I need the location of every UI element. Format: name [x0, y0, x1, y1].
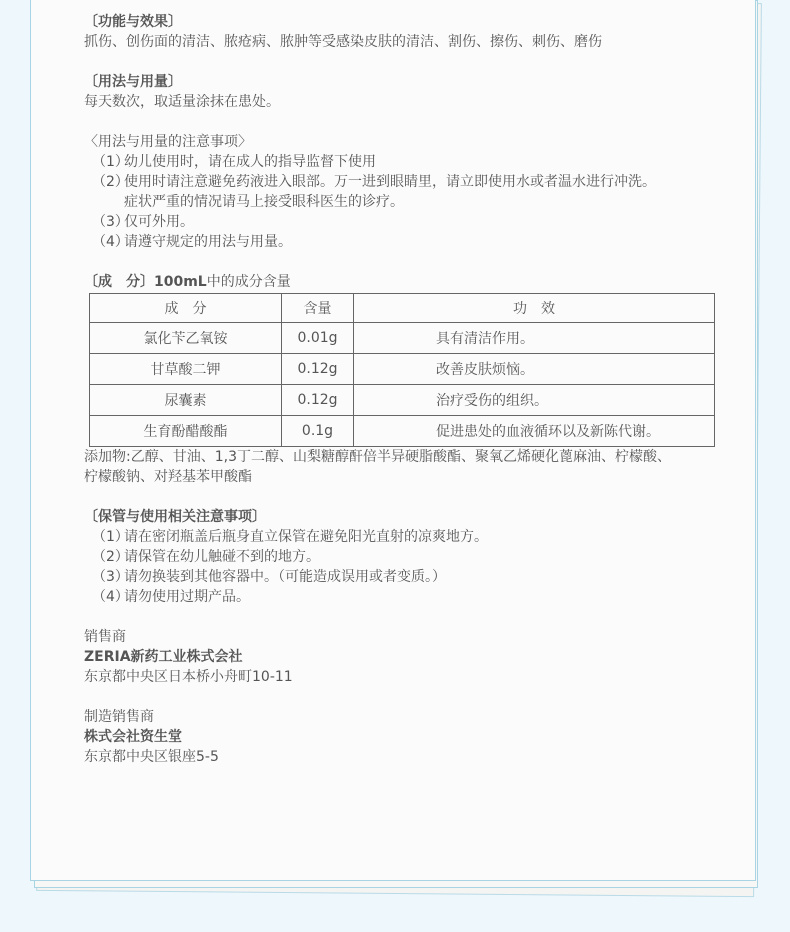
maker-address: 东京都中央区银座5-5 [84, 749, 219, 765]
table-row [90, 354, 715, 385]
table-row [90, 416, 715, 447]
seller-address: 东京都中央区日本桥小舟町10-11 [84, 669, 293, 685]
ingredient-effect: 治疗受伤的组织。 [354, 385, 715, 416]
additives-line-1: 添加物:乙醇、甘油、1,3丁二醇、山梨糖醇酐倍半异硬脂酸酯、聚氧乙烯硬化蓖麻油、柠檬酸、 [84, 449, 671, 465]
item-number: （3） [92, 214, 129, 230]
item-text: 请保管在幼儿触碰不到的地方。 [124, 549, 320, 565]
table-header-row [90, 294, 715, 323]
item-number: （4） [92, 589, 129, 605]
ingredient-effect: 改善皮肤烦恼。 [354, 354, 715, 385]
ingredients-table [89, 293, 715, 447]
column-header-ingredient: 成 分 [90, 294, 282, 323]
item-number: （4） [92, 234, 129, 250]
seller-name: ZERIA新药工业株式会社 [84, 649, 243, 665]
document-content [84, 12, 744, 767]
item-text: 请在密闭瓶盖后瓶身直立保管在避免阳光直射的凉爽地方。 [124, 529, 488, 545]
column-header-effect: 功 效 [354, 294, 715, 323]
additives-line-2: 柠檬酸钠、对羟基苯甲酸酯 [84, 469, 252, 485]
item-text: 幼儿使用时，请在成人的指导监督下使用 [124, 154, 376, 170]
usage-note-item [84, 172, 744, 192]
column-header-amount: 含量 [282, 294, 354, 323]
usage-note-item [84, 152, 744, 172]
storage-note-item [84, 567, 744, 587]
item-number: （2） [92, 174, 129, 190]
item-text: 使用时请注意避免药液进入眼部。万一进到眼睛里，请立即使用水或者温水进行冲洗。 [124, 174, 656, 190]
item-number: （1） [92, 154, 129, 170]
ingredient-effect: 具有清洁作用。 [354, 323, 715, 354]
item-text: 请遵守规定的用法与用量。 [124, 234, 292, 250]
ingredients-heading [84, 272, 744, 292]
ingredient-name: 尿囊素 [90, 385, 282, 416]
ingredient-amount: 0.12g [282, 385, 354, 416]
storage-note-item [84, 527, 744, 547]
ingredient-name: 生育酚醋酸酯 [90, 416, 282, 447]
ingredient-amount: 0.01g [282, 323, 354, 354]
item-number: （2） [92, 549, 129, 565]
section-heading-effects: 〔功能与效果〕 [84, 14, 182, 30]
usage-note-item [84, 212, 744, 232]
storage-note-item [84, 547, 744, 567]
item-text: 仅可外用。 [124, 214, 194, 230]
table-row [90, 323, 715, 354]
effects-text: 抓伤、创伤面的清洁、脓疮病、脓肿等受感染皮肤的清洁、割伤、擦伤、刺伤、磨伤 [84, 34, 602, 50]
usage-notes-heading: 〈用法与用量的注意事项〉 [84, 134, 252, 150]
maker-name: 株式会社资生堂 [84, 729, 182, 745]
ingredients-heading-tail: 中的成分含量 [206, 274, 291, 290]
storage-heading: 〔保管与使用相关注意事项〕 [84, 509, 266, 525]
ingredients-heading-label: 〔成 分〕 [84, 274, 154, 290]
ingredient-effect: 促进患处的血液循环以及新陈代谢。 [354, 416, 715, 447]
item-number: （3） [92, 569, 129, 585]
item-text: 请勿换装到其他容器中。（可能造成误用或者变质。） [124, 569, 446, 585]
ingredient-name: 氯化苄乙氧铵 [90, 323, 282, 354]
section-heading-usage: 〔用法与用量〕 [84, 74, 182, 90]
ingredient-name: 甘草酸二钾 [90, 354, 282, 385]
ingredient-amount: 0.1g [282, 416, 354, 447]
storage-note-item [84, 587, 744, 607]
ingredient-amount: 0.12g [282, 354, 354, 385]
usage-text: 每天数次，取适量涂抹在患处。 [84, 94, 280, 110]
maker-label: 制造销售商 [84, 709, 154, 725]
seller-label: 销售商 [84, 629, 126, 645]
item-text: 请勿使用过期产品。 [124, 589, 250, 605]
usage-note-item [84, 232, 744, 252]
table-row [90, 385, 715, 416]
item-number: （1） [92, 529, 129, 545]
usage-note-continuation: 症状严重的情况请马上接受眼科医生的诊疗。 [124, 194, 404, 210]
ingredients-heading-volume: 100mL [154, 274, 207, 290]
